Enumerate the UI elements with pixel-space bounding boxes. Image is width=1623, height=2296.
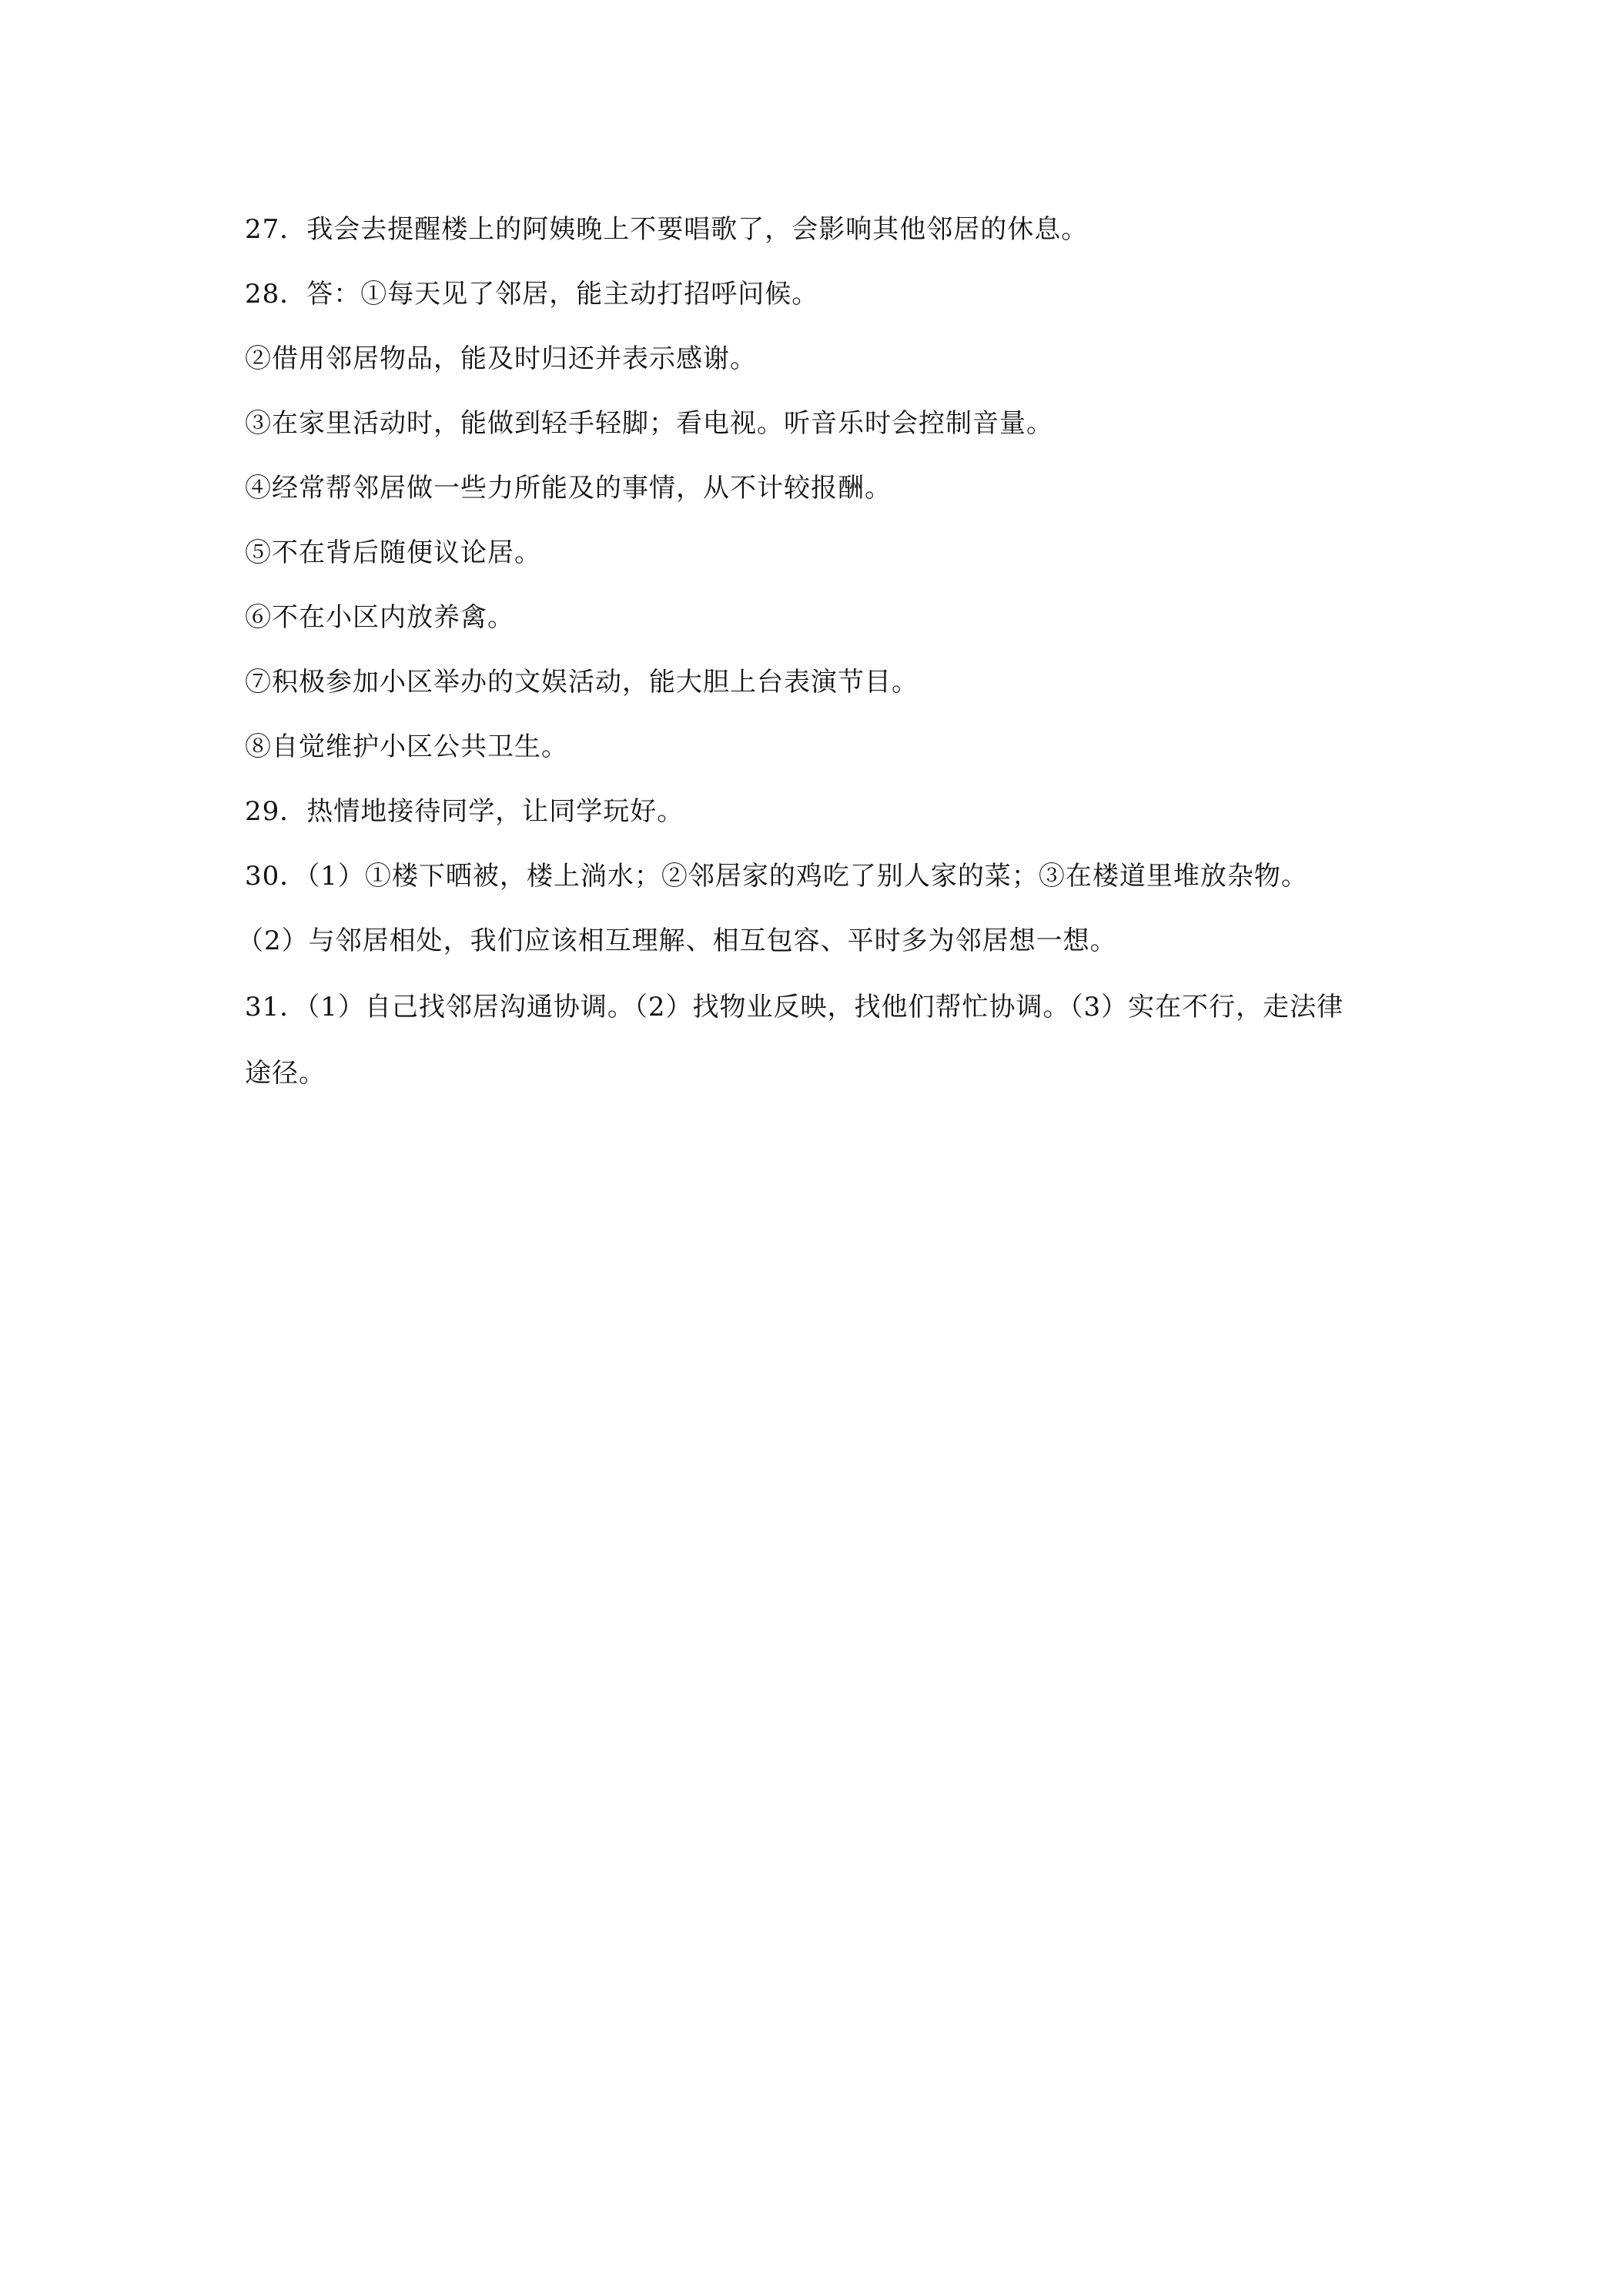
answer-28-item-6: ⑥不在小区内放养禽。 (245, 602, 514, 633)
answer-28-item-7: ⑦积极参加小区举办的文娱活动，能大胆上台表演节目。 (245, 667, 919, 698)
answer-27: 27．我会去提醒楼上的阿姨晚上不要唱歌了，会影响其他邻居的休息。 (245, 214, 1089, 245)
answer-28-item-2: ②借用邻居物品，能及时归还并表示感谢。 (245, 343, 757, 374)
answer-28-item-4: ④经常帮邻居做一些力所能及的事情，从不计较报酬。 (245, 473, 892, 504)
answer-28-item-5: ⑤不在背后随便议论居。 (245, 537, 541, 568)
answer-31-continued: 途径。 (245, 1058, 326, 1089)
answer-28: 28．答：①每天见了邻居，能主动打招呼问候。 (245, 279, 819, 310)
answer-28-item-8: ⑧自觉维护小区公共卫生。 (245, 731, 568, 762)
answer-28-item-3: ③在家里活动时，能做到轻手轻脚；看电视。听音乐时会控制音量。 (245, 408, 1053, 439)
answer-29: 29．热情地接待同学，让同学玩好。 (245, 796, 684, 827)
answer-30-part-2: （2）与邻居相处，我们应该相互理解、相互包容、平时多为邻居想一想。 (237, 925, 1117, 956)
answer-30-part-1: 30．（1）①楼下晒被，楼上淌水；②邻居家的鸡吃了别人家的菜；③在楼道里堆放杂物。 (245, 861, 1308, 892)
answer-31: 31．（1）自己找邻居沟通协调。（2）找物业反映，找他们帮忙协调。（3）实在不行，走法律 (245, 992, 1344, 1022)
